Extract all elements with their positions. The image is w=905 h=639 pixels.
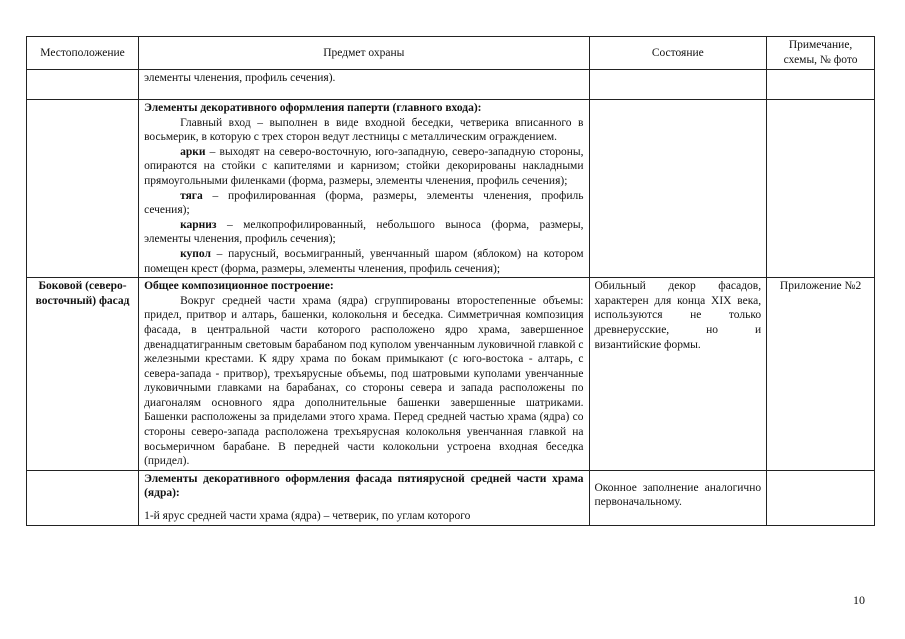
term-karniz: карниз [180, 218, 217, 231]
cell-subject [139, 278, 589, 471]
paragraph-arches [144, 145, 583, 189]
text-arches: – выходят на северо-восточную, юго-западную, северо-западную стороны, опираются на стойки с капителями и карнизом; стойки декорированы накладными прямоугольными филенками (форма, размеры, элементы членения, профиль сечения); [144, 145, 584, 187]
cell-subject [139, 100, 589, 278]
cell-note [767, 470, 875, 525]
subject-text: элементы членения, профиль сечения). [144, 72, 336, 84]
table-row [27, 100, 875, 278]
term-arches: арки [180, 145, 206, 158]
header-state: Состояние [589, 37, 767, 70]
term-tyaga: тяга [180, 189, 203, 202]
cell-location [27, 70, 139, 100]
header-location: Местоположение [27, 37, 139, 70]
cell-location [27, 470, 139, 525]
header-note: Примечание, схемы, № фото [767, 37, 875, 70]
section-heading: Общее композиционное построение: [144, 280, 334, 293]
paragraph-intro: Главный вход – выполнен в виде входной беседки, четверика вписанного в восьмерик, в которую с трех сторон ведут лестницы с металлическим ограждением. [144, 116, 584, 144]
table-row [27, 278, 875, 471]
section-heading: Элементы декоративного оформления паперти (главного входа): [144, 102, 482, 114]
table-row [27, 470, 875, 525]
cell-state: Обильный декор фасадов, характерен для конца XIX века, используются не только древнерусские, но и византийские формы. [589, 278, 767, 471]
paragraph-composition: Вокруг средней части храма (ядра) сгруппированы второстепенные объемы: придел, притвор и алтарь, башенки, колокольня и беседка. Симметричная композиция фасада, в центральной части которого расположено ядро храма, завершенное двенадцатигранным световым барабаном под куполом увенчанным луковичной главкой с железными крестами. К ядру храма по бокам примыкают (с юго-востока - алтарь, с севера-запада - притвор), трехъярусные объемы, под шатровыми куполами увенчанные луковичными главками на барабанах, со стороны севера и запада расположены по диагоналям основного ядра дополнительные башенки завершенные шатриками. Башенки расположены за приделами этого храма. Перед средней частью храма (ядра) со стороны северо-запада расположена трехъярусная колокольня увенчанная главкой на восьмеричном барабане. В передней части колокольни устроена входная беседка (придел). [144, 294, 584, 468]
cell-note [767, 100, 875, 278]
term-kupol: купол [180, 247, 211, 260]
cell-location: Боковой (северо-восточный) фасад [27, 278, 139, 471]
text-kupol: – парусный, восьмигранный, увенчанный шаром (яблоком) на котором помещен крест (форма, размеры, элементы членения, профиль сечения); [144, 247, 584, 275]
cell-note [767, 70, 875, 100]
cell-location [27, 100, 139, 278]
paragraph-tier-1: 1-й ярус средней части храма (ядра) – четверик, по углам которого [144, 510, 471, 523]
page-number: 10 [853, 593, 865, 607]
header-subject: Предмет охраны [139, 37, 589, 70]
table-row [27, 70, 875, 100]
cell-state [589, 70, 767, 100]
paragraph-tyaga [144, 189, 583, 218]
paragraph-kupol [144, 247, 583, 276]
text-tyaga: – профилированная (форма, размеры, элементы членения, профиль сечения); [144, 189, 584, 217]
cell-state [589, 100, 767, 278]
cell-subject [139, 470, 589, 525]
table-header-row [27, 37, 875, 70]
cell-note: Приложение №2 [767, 278, 875, 471]
protection-subject-table [26, 36, 875, 526]
cell-state: Оконное заполнение аналогично первоначальному. [589, 470, 767, 525]
section-heading: Элементы декоративного оформления фасада пятиярусной средней части храма (ядра): [144, 472, 584, 500]
text-karniz: – мелкопрофилированный, небольшого выноса (форма, размеры, элементы членения, профиль сечения); [144, 218, 584, 246]
cell-subject [139, 70, 589, 100]
paragraph-karniz [144, 218, 583, 247]
